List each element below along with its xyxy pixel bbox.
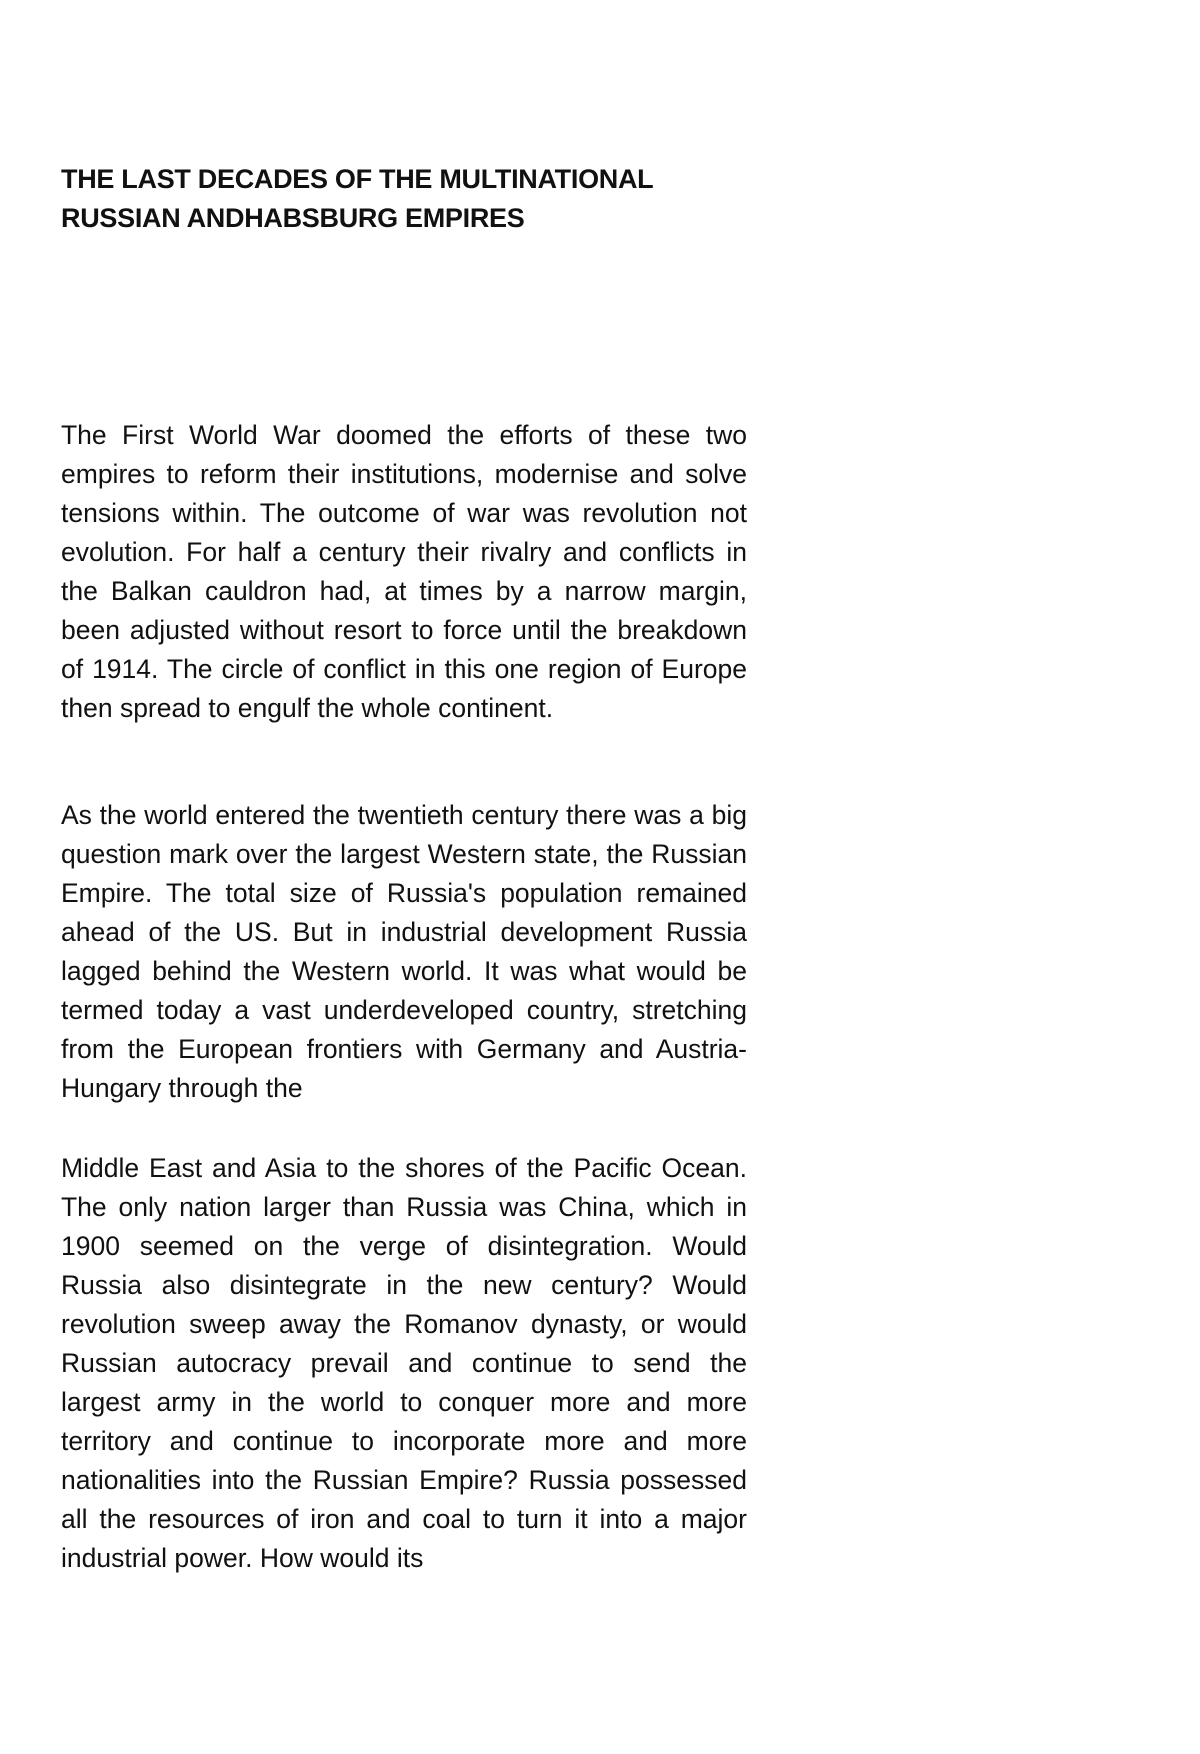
title-line-1: THE LAST DECADES OF THE MULTINATIONAL <box>61 164 654 194</box>
paragraph-3: Middle East and Asia to the shores of the Pacific Ocean. The only nation larger than Russia was China, which in 1900 seemed on the verge of disintegration. Would Russia also disintegrate in the new century? Would revolution sweep away the Romanov dynasty, or would Russian autocracy prevail and continue to send the largest army in the world to conquer more and more territory and continue to incorporate more and more nationalities into the Russian Empire? Russia possessed all the resources of iron and coal to turn it into a major industrial power. How would its <box>61 1153 747 1573</box>
paragraph-2: As the world entered the twentieth century there was a big question mark over the largest Western state, the Russian Empire. The total size of Russia's population remained ahead of the US. But in industrial development Russia lagged behind the Western world. It was what would be termed today a vast underdeveloped country, stretching from the European frontiers with Germany and Austria-Hungary through the <box>61 800 747 1103</box>
title-line-2: RUSSIAN ANDHABSBURG EMPIRES <box>61 203 525 233</box>
page-title <box>61 160 761 238</box>
paragraph-1: The First World War doomed the efforts of these two empires to reform their institutions, modernise and solve tensions within. The outcome of war was revolution not evolution. For half a century their rivalry and conflicts in the Balkan cauldron had, at times by a narrow margin, been adjusted without resort to force until the breakdown of 1914. The circle of conflict in this one region of Europe then spread to engulf the whole continent. <box>61 420 747 723</box>
